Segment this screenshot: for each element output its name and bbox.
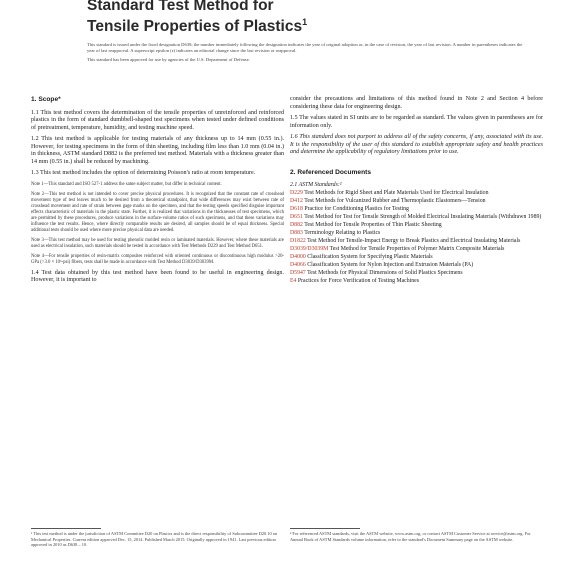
note-1: Note 1—This standard and ISO 527-1 address the same subject matter, but differ in technical content. xyxy=(31,181,222,187)
title-line-2 xyxy=(87,14,527,35)
astm-standards-subheading: 2.1 ASTM Standards:² xyxy=(290,182,342,188)
footnote-divider-right xyxy=(290,528,360,529)
reference-link[interactable]: D651 xyxy=(290,214,303,220)
note-2: Note 2—This test method is not intended to cover precise physical procedures. It is recognized that the constant rate of crosshead movement type of test leaves much to be desired from a theoretical standpoint, that wide differences may exist between rate of crosshead movement and rate of strain between gage marks on the specimen, and that the testing speeds specified disguise important effects characteristic of materials in the plastic state. Further, it is realized that variations in the thicknesses of test specimens, which are permitted by these procedures, produce variations in the surface-volume ratios of such specimens, and that these variations may influence the test results. Hence, where directly comparable results are desired, all samples should be of equal thickness. Special additional tests should be used where more precise physical data are needed. xyxy=(31,191,284,233)
reference-link[interactable]: D412 xyxy=(290,198,303,204)
reference-item: D4000 Classification System for Specifying Plastic Materials xyxy=(290,254,433,260)
scope-1-3: 1.3 This test method includes the option of determining Poisson's ratio at room temperature. xyxy=(31,170,256,176)
footnote-1: ¹ This test method is under the jurisdiction of ASTM Committee D20 on Plastics and is the direct responsibility of Subcommittee D20.10 on Mechanical Properties. Current edition approved Dec. 15, 2014. Published March 2015. Originally approved in 1941. Last previous edition approved in 2010 as D638 – 10. xyxy=(31,531,278,548)
reference-list xyxy=(290,182,543,285)
reference-link[interactable]: D1822 xyxy=(290,238,306,244)
preamble xyxy=(87,42,527,67)
reference-item: D1822 Test Method for Tensile-Impact Energy to Break Plastics and Electrical Insulating Materials xyxy=(290,238,521,244)
scope-continuation: consider the precautions and limitations of this method found in Note 2 and Section 4 before considering these data for engineering design. xyxy=(290,96,543,110)
note-3: Note 3—This test method may be used for testing phenolic molded resin or laminated materials. However, where these materials are used as electrical insulation, such materials should be tested in accordance with Test Methods D229 and Test Method D651. xyxy=(31,237,284,249)
note-4: Note 4—For tensile properties of resin-matrix composites reinforced with oriented continuous or discontinuous high modulus >20-GPa (>3.0 × 10⁶-psi) fibers, tests shall be made in accordance with Test Method D3039/D3039M. xyxy=(31,253,284,265)
reference-item: D3039/D3039M Test Method for Tensile Properties of Polymer Matrix Composite Materials xyxy=(290,246,505,252)
referenced-documents-heading: 2. Referenced Documents xyxy=(290,168,371,176)
scope-1-1: 1.1 This test method covers the determination of the tensile properties of unreinforced and reinforced plastics in the form of standard dumbbell-shaped test specimens when tested under defined conditions of pretreatment, temperature, humidity, and testing machine speed. xyxy=(31,109,284,131)
reference-link[interactable]: D4000 xyxy=(290,254,306,260)
left-column xyxy=(31,96,284,289)
footnote-left xyxy=(31,531,284,550)
reference-link[interactable]: D882 xyxy=(290,222,303,228)
reference-item: D883 Terminology Relating to Plastics xyxy=(290,230,381,236)
scope-1-6: 1.6 This standard does not purport to address all of the safety concerns, if any, associated with its use. It is the responsibility of the user of this standard to establish appropriate safety and health practices and determine the applicability of regulatory limitations prior to use. xyxy=(290,134,543,155)
reference-link[interactable]: D4066 xyxy=(290,262,306,268)
reference-link[interactable]: D618 xyxy=(290,206,303,212)
scope-heading: 1. Scope* xyxy=(31,96,61,103)
reference-link[interactable]: D883 xyxy=(290,230,303,236)
preamble-dod: This standard has been approved for use by agencies of the U.S. Department of Defense. xyxy=(87,57,250,63)
reference-item: D651 Test Method for Test for Tensile Strength of Molded Electrical Insulating Materials (Withdrawn 1989) xyxy=(290,214,542,220)
scope-1-2: 1.2 This test method is applicable for testing materials of any thickness up to 14 mm (0.55 in.). However, for testing specimens in the form of thin sheeting, including film less than 1.0 mm (0.04 in.) in thickness, ASTM standard D882 is the preferred test method. Materials with a thickness greater than 14 mm (0.55 in.) shall be reduced by machining. xyxy=(31,136,284,165)
reference-item: D412 Test Methods for Vulcanized Rubber and Thermoplastic Elastomers—Tension xyxy=(290,198,486,204)
reference-item: D882 Test Method for Tensile Properties of Thin Plastic Sheeting xyxy=(290,222,442,228)
reference-item: E4 Practices for Force Verification of Testing Machines xyxy=(290,278,419,284)
right-column xyxy=(290,96,543,286)
scope-1-5: 1.5 The values stated in SI units are to be regarded as standard. The values given in parentheses are for information only. xyxy=(290,115,543,129)
preamble-designation: This standard is issued under the fixed designation D638; the number immediately following the designation indicates the year of original adoption or, in the case of revision, the year of last revision. A number in parentheses indicates the year of last reapproval. A superscript epsilon (ε) indicates an editorial change since the last revision or reapproval. xyxy=(87,42,523,54)
scope-1-4: 1.4 Test data obtained by this test method have been found to be useful in engineering design. However, it is important to xyxy=(31,269,284,283)
reference-item: D229 Test Methods for Rigid Sheet and Plate Materials Used for Electrical Insulation xyxy=(290,190,489,196)
reference-link[interactable]: D5947 xyxy=(290,270,306,276)
footnote-divider-left xyxy=(31,528,101,529)
title-footnote-mark: 1 xyxy=(302,17,308,27)
reference-link[interactable]: D229 xyxy=(290,190,303,196)
reference-link[interactable]: D3039/D3039M xyxy=(290,246,329,252)
reference-item: D5947 Test Methods for Physical Dimensions of Solid Plastics Specimens xyxy=(290,270,463,276)
title-line-1: Standard Test Method for xyxy=(87,0,274,14)
reference-item: D618 Practice for Conditioning Plastics for Testing xyxy=(290,206,409,212)
footnote-right xyxy=(290,531,543,544)
document-title xyxy=(87,0,527,35)
footnote-2: ² For referenced ASTM standards, visit the ASTM website, www.astm.org, or contact ASTM Customer Service at service@astm.org. For Annual Book of ASTM Standards volume information, refer to the standard's Document Summary page on the ASTM website. xyxy=(290,531,531,542)
title-line-2-text: Tensile Properties of Plastics xyxy=(87,18,303,36)
reference-link[interactable]: E4 xyxy=(290,278,297,284)
reference-item: D4066 Classification System for Nylon Injection and Extrusion Materials (PA) xyxy=(290,262,474,268)
